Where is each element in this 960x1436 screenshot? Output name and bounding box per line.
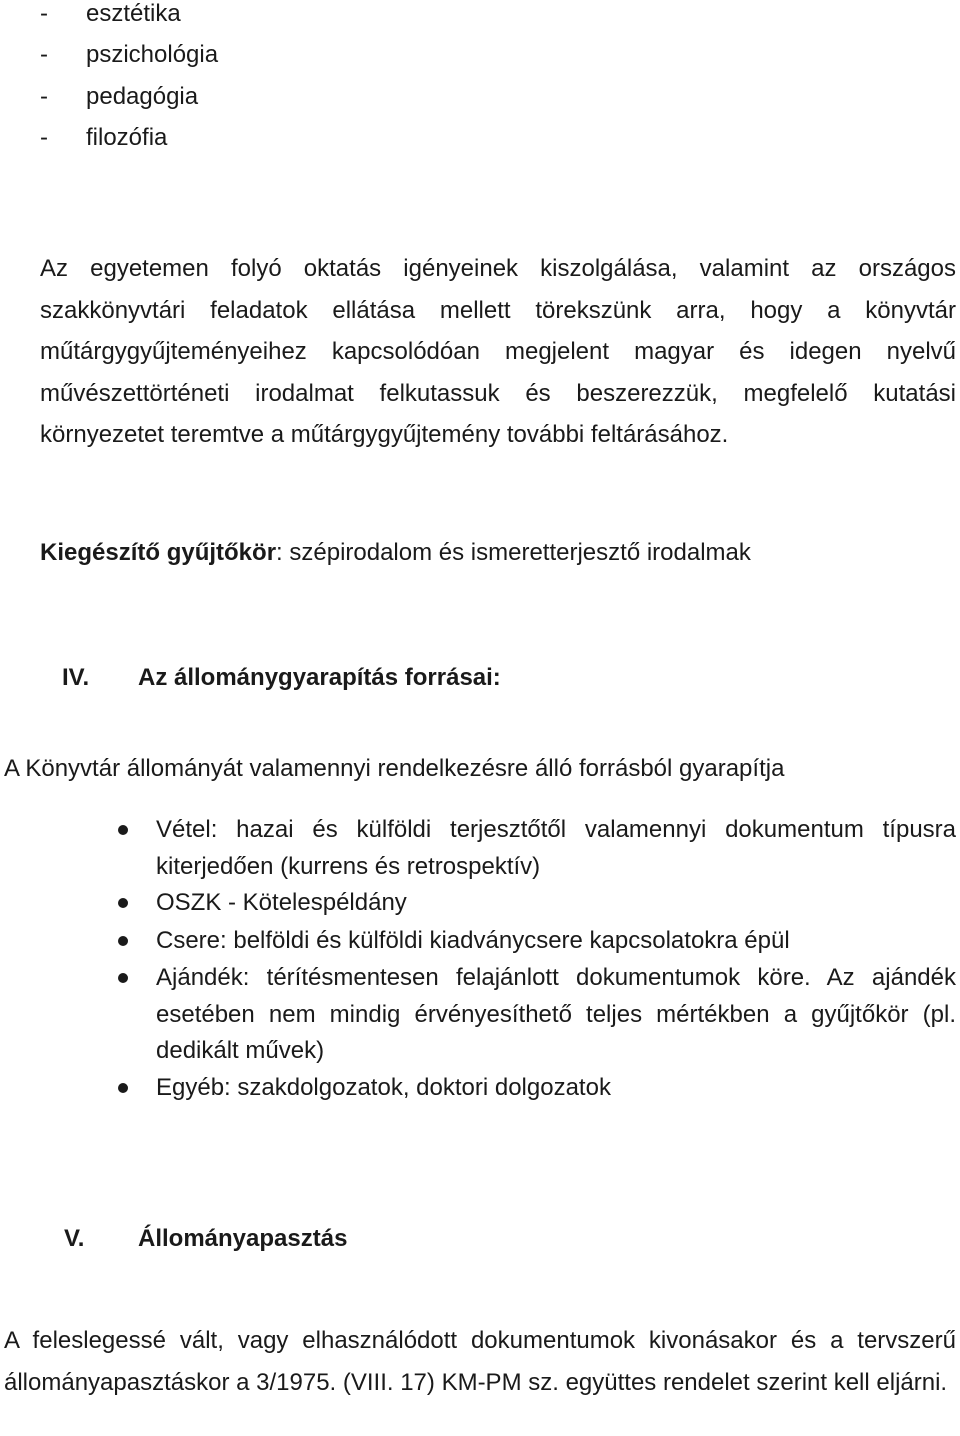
bullet-text: OSZK - Kötelespéldány (156, 889, 407, 916)
section-title: Állományapasztás (138, 1225, 348, 1252)
dash-marker: - (40, 83, 48, 110)
bullet-text: Vétel: hazai és külföldi terjesztőtől valamennyi dokumentum típusra kiterjedően (kurrens és retrospektív) (156, 816, 956, 880)
section-paragraph: A feleslegessé vált, vagy elhasználódott dokumentumok kivonásakor és a tervszerű állományapasztáskor a 3/1975. (VIII. 17) KM-PM sz. együttes rendelet szerint kell eljárni. (4, 1327, 956, 1396)
list-item-text: pszichológia (86, 41, 219, 68)
bullet-marker (118, 898, 128, 908)
bullet-marker (118, 936, 128, 946)
section-intro: A Könyvtár állományát valamennyi rendelkezésre álló forrásból gyarapítja (4, 755, 785, 782)
section-number: V. (64, 1225, 85, 1252)
supplementary-text: : szépirodalom és ismeretterjesztő irodalmak (276, 539, 751, 566)
supplementary-label: Kiegészítő gyűjtőkör (40, 539, 277, 566)
supplementary-collection (40, 537, 751, 569)
list-item-text: filozófia (86, 124, 168, 151)
dash-marker: - (40, 41, 48, 68)
section-title: Az állománygyarapítás forrásai: (138, 664, 501, 691)
list-item-text: esztétika (86, 0, 181, 27)
dash-marker: - (40, 0, 48, 27)
section-number: IV. (62, 664, 90, 691)
bullet-marker (118, 1083, 128, 1093)
bullet-text: Egyéb: szakdolgozatok, doktori dolgozatok (156, 1074, 611, 1101)
bullet-text: Ajándék: térítésmentesen felajánlott dokumentumok köre. Az ajándék esetében nem mindig érvényesíthető teljes mértékben a gyűjtőkör (pl. dedikált művek) (156, 964, 956, 1064)
collection-paragraph: Az egyetemen folyó oktatás igényeinek kiszolgálása, valamint az országos szakkönyvtári feladatok ellátása mellett törekszünk arra, hogy a könyvtár műtárgygyűjteményeihez kapcsolódóan megjelent magyar és idegen nyelvű művészettörténeti irodalmat felkutassuk és beszerezzük, megfelelő kutatási környezetet teremtve a műtárgygyűjtemény további feltárásához. (40, 255, 956, 448)
bullet-marker (118, 825, 128, 835)
bullet-marker (118, 973, 128, 983)
dash-marker: - (40, 124, 48, 151)
bullet-text: Csere: belföldi és külföldi kiadványcsere kapcsolatokra épül (156, 927, 790, 954)
list-item-text: pedagógia (86, 83, 199, 110)
